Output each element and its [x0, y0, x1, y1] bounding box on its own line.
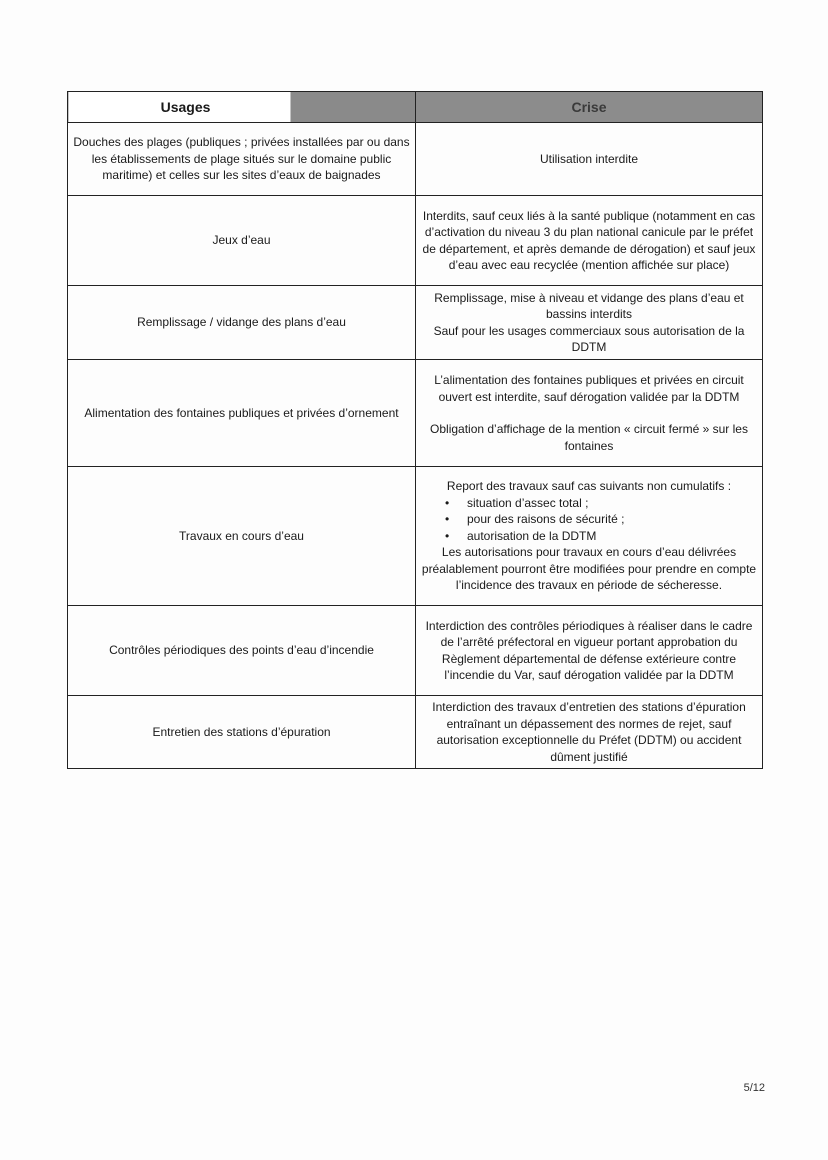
- table-row: [68, 696, 763, 769]
- crise-cell: [416, 467, 763, 606]
- header-crise: Crise: [416, 92, 763, 123]
- list-item: • pour des raisons de sécurité ;: [445, 511, 757, 528]
- crise-text: Obligation d’affichage de la mention « circuit fermé » sur les fontaines: [430, 422, 748, 453]
- usage-cell: Contrôles périodiques des points d’eau d’incendie: [68, 606, 416, 696]
- crise-intro: Report des travaux sauf cas suivants non cumulatifs :: [446, 479, 732, 494]
- paragraph-spacer: [421, 405, 757, 421]
- restrictions-table: [67, 91, 763, 769]
- usage-cell: Douches des plages (publiques ; privées installées par ou dans les établissements de plage situés sur le domaine public maritime) et celles sur les sites d’eaux de baignades: [68, 123, 416, 196]
- crise-text: Sauf pour les usages commerciaux sous autorisation de la DDTM: [433, 323, 745, 354]
- crise-text: Interdiction des contrôles périodiques à réaliser dans le cadre de l’arrêté préfectoral en vigueur portant approbation du Règlement départemental de défense extérieure contre l’incendie du Var, sauf dérogation validée par la DDTM: [425, 618, 753, 682]
- table-row: [68, 360, 763, 467]
- crise-cell: [416, 196, 763, 286]
- crise-text: Remplissage, mise à niveau et vidange des plans d’eau et bassins interdits: [434, 290, 744, 321]
- exception-list: [421, 495, 757, 545]
- crise-cell: [416, 286, 763, 360]
- crise-text: Interdits, sauf ceux liés à la santé publique (notamment en cas d’activation du niveau 3 du plan national canicule par le préfet de département, et après demande de dérogation) et sauf jeux d’eau avec eau recyclée (mention affichée sur place): [422, 208, 756, 272]
- table-row: [68, 196, 763, 286]
- crise-outro: Les autorisations pour travaux en cours d’eau délivrées préalablement pourront être modifiées pour prendre en compte l’incidence des travaux en période de sécheresse.: [421, 545, 757, 593]
- table-row: [68, 123, 763, 196]
- header-usages: [68, 92, 416, 123]
- page-number: 5/12: [743, 1082, 765, 1094]
- list-item: • autorisation de la DDTM: [445, 528, 757, 545]
- crise-text: Utilisation interdite: [539, 151, 639, 166]
- crise-text: Interdiction des travaux d’entretien des stations d’épuration entraînant un dépassement des normes de rejet, sauf autorisation exceptionnelle du Préfet (DDTM) ou accident dûment justifié: [432, 700, 746, 764]
- crise-cell: [416, 606, 763, 696]
- usage-cell: Alimentation des fontaines publiques et privées d’ornement: [68, 360, 416, 467]
- usage-cell: Remplissage / vidange des plans d’eau: [68, 286, 416, 360]
- crise-cell: [416, 123, 763, 196]
- table-row: [68, 286, 763, 360]
- table-header-row: [68, 92, 763, 123]
- table-row: [68, 467, 763, 606]
- usage-cell: Entretien des stations d’épuration: [68, 696, 416, 769]
- usage-cell: Travaux en cours d’eau: [68, 467, 416, 606]
- crise-cell: [416, 696, 763, 769]
- crise-cell: [416, 360, 763, 467]
- table-row: [68, 606, 763, 696]
- usage-cell: Jeux d’eau: [68, 196, 416, 286]
- header-usages-label: Usages: [160, 98, 211, 115]
- crise-text: L’alimentation des fontaines publiques et privées en circuit ouvert est interdite, sauf dérogation validée par la DDTM: [434, 373, 744, 404]
- list-item: • situation d’assec total ;: [445, 495, 757, 512]
